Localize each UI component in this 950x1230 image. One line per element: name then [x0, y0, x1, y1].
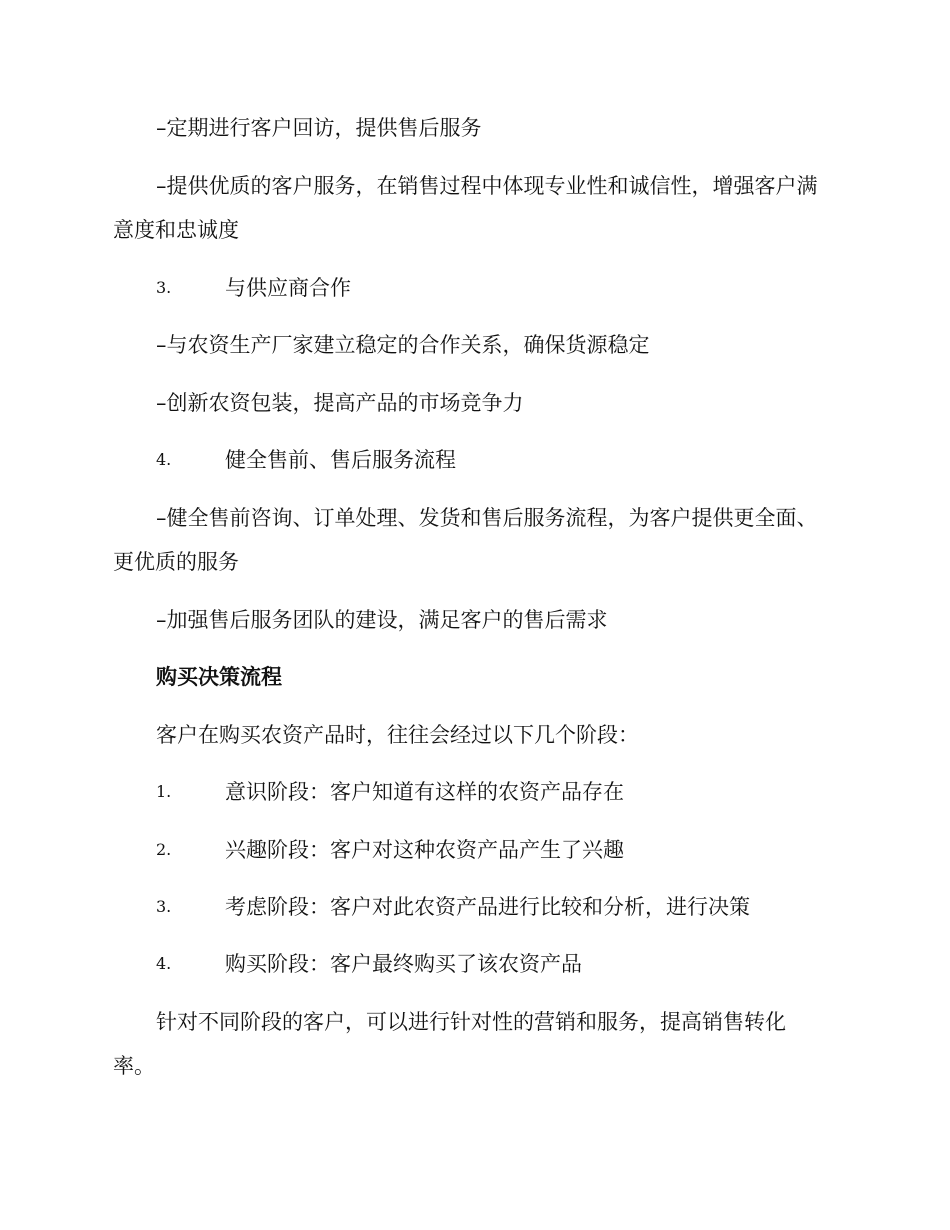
list-number: 3. [156, 897, 172, 916]
list-item-stage-1: 意识阶段：客户知道有这样的农资产品存在 [225, 780, 624, 804]
paragraph-manufacturer-relations: –与农资生产厂家建立稳定的合作关系，确保货源稳定 [156, 333, 650, 357]
list-number: 4. [156, 954, 172, 973]
paragraph-customer-service: –提供优质的客户服务，在销售过程中体现专业性和诚信性，增强客户满意度和忠诚度 [113, 174, 818, 242]
list-item-stage-4: 购买阶段：客户最终购买了该农资产品 [225, 952, 582, 976]
paragraph-intro: 客户在购买农资产品时，往往会经过以下几个阶段： [156, 723, 639, 747]
paragraph-packaging: –创新农资包装，提高产品的市场竞争力 [156, 391, 524, 415]
paragraph-after-sales-team: –加强售后服务团队的建设，满足客户的售后需求 [156, 608, 608, 632]
list-number: 4. [156, 450, 172, 469]
list-item-service-flow: 健全售前、售后服务流程 [225, 448, 456, 472]
list-number: 1. [156, 782, 172, 801]
paragraph-follow-up: –定期进行客户回访，提供售后服务 [156, 116, 482, 140]
list-item-stage-3: 考虑阶段：客户对此农资产品进行比较和分析，进行决策 [225, 895, 750, 919]
list-item-supplier: 与供应商合作 [225, 276, 351, 300]
paragraph-service-process: –健全售前咨询、订单处理、发货和售后服务流程，为客户提供更全面、更优质的服务 [113, 506, 818, 574]
list-number: 3. [156, 278, 172, 297]
list-item-stage-2: 兴趣阶段：客户对这种农资产品产生了兴趣 [225, 838, 624, 862]
list-number: 2. [156, 840, 172, 859]
paragraph-closing: 针对不同阶段的客户，可以进行针对性的营销和服务，提高销售转化率。 [113, 1010, 786, 1078]
section-heading: 购买决策流程 [156, 665, 282, 689]
